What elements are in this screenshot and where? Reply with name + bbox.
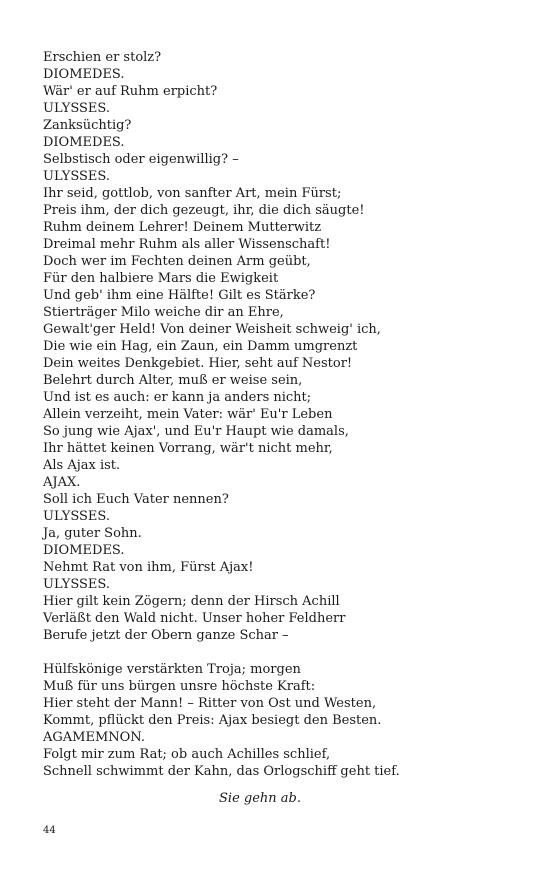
text-line: Ihr seid, gottlob, von sanfter Art, mein Fürst;	[43, 186, 342, 201]
text-line: Schnell schwimmt der Kahn, das Orlogschiff geht tief.	[43, 764, 400, 779]
text-line: Ihr hättet keinen Vorrang, wär't nicht mehr,	[43, 441, 333, 456]
text-line: Zanksüchtig?	[43, 118, 132, 133]
text-line: Stierträger Milo weiche dir an Ehre,	[43, 305, 284, 320]
speaker-name: ULYSSES.	[43, 509, 110, 524]
text-line: Als Ajax ist.	[43, 458, 121, 473]
text-line: Wär' er auf Ruhm erpicht?	[43, 84, 218, 99]
text-line: Belehrt durch Alter, muß er weise sein,	[43, 373, 303, 388]
speaker-name: AJAX.	[43, 475, 81, 490]
text-line: Selbstisch oder eigenwillig? –	[43, 152, 239, 167]
text-block-1	[43, 49, 523, 644]
speaker-name: DIOMEDES.	[43, 543, 125, 558]
text-block-2	[43, 661, 523, 780]
text-line: Gewalt'ger Held! Von deiner Weisheit schweig' ich,	[43, 322, 381, 337]
speaker-name: DIOMEDES.	[43, 67, 125, 82]
text-line: Dein weites Denkgebiet. Hier, seht auf Nestor!	[43, 356, 353, 371]
text-line: Soll ich Euch Vater nennen?	[43, 492, 229, 507]
text-line: Und geb' ihm eine Hälfte! Gilt es Stärke?	[43, 288, 316, 303]
text-line: Preis ihm, der dich gezeugt, ihr, die dich säugte!	[43, 203, 365, 218]
page-number: 44	[43, 825, 56, 836]
text-line: Hülfskönige verstärkten Troja; morgen	[43, 662, 301, 677]
text-line: Muß für uns bürgen unsre höchste Kraft:	[43, 679, 316, 694]
text-line: Für den halbiere Mars die Ewigkeit	[43, 271, 279, 286]
text-line: Hier gilt kein Zögern; denn der Hirsch Achill	[43, 594, 340, 609]
page-text	[43, 49, 523, 780]
text-line: Die wie ein Hag, ein Zaun, ein Damm umgrenzt	[43, 339, 358, 354]
speaker-name: DIOMEDES.	[43, 135, 125, 150]
speaker-name: AGAMEMNON.	[43, 730, 145, 745]
text-line: Ruhm deinem Lehrer! Deinem Mutterwitz	[43, 220, 322, 235]
speaker-name: ULYSSES.	[43, 101, 110, 116]
text-line: Ja, guter Sohn.	[43, 526, 142, 541]
blank-line	[43, 644, 523, 661]
text-line: Berufe jetzt der Obern ganze Schar –	[43, 628, 289, 643]
text-line: Verläßt den Wald nicht. Unser hoher Feldherr	[43, 611, 346, 626]
text-line: Kommt, pflückt den Preis: Ajax besiegt den Besten.	[43, 713, 382, 728]
speaker-name: ULYSSES.	[43, 169, 110, 184]
text-line: Allein verzeiht, mein Vater: wär' Eu'r Leben	[43, 407, 333, 422]
text-line: So jung wie Ajax', und Eu'r Haupt wie damals,	[43, 424, 349, 439]
text-line: Nehmt Rat von ihm, Fürst Ajax!	[43, 560, 254, 575]
text-line: Hier steht der Mann! – Ritter von Ost und Westen,	[43, 696, 377, 711]
text-line: Folgt mir zum Rat; ob auch Achilles schlief,	[43, 747, 331, 762]
speaker-name: ULYSSES.	[43, 577, 110, 592]
text-line: Und ist es auch: er kann ja anders nicht;	[43, 390, 312, 405]
text-line: Erschien er stolz?	[43, 50, 162, 65]
text-line: Doch wer im Fechten deinen Arm geübt,	[43, 254, 311, 269]
stage-direction: Sie gehn ab.	[219, 791, 301, 806]
text-line: Dreimal mehr Ruhm als aller Wissenschaft!	[43, 237, 331, 252]
